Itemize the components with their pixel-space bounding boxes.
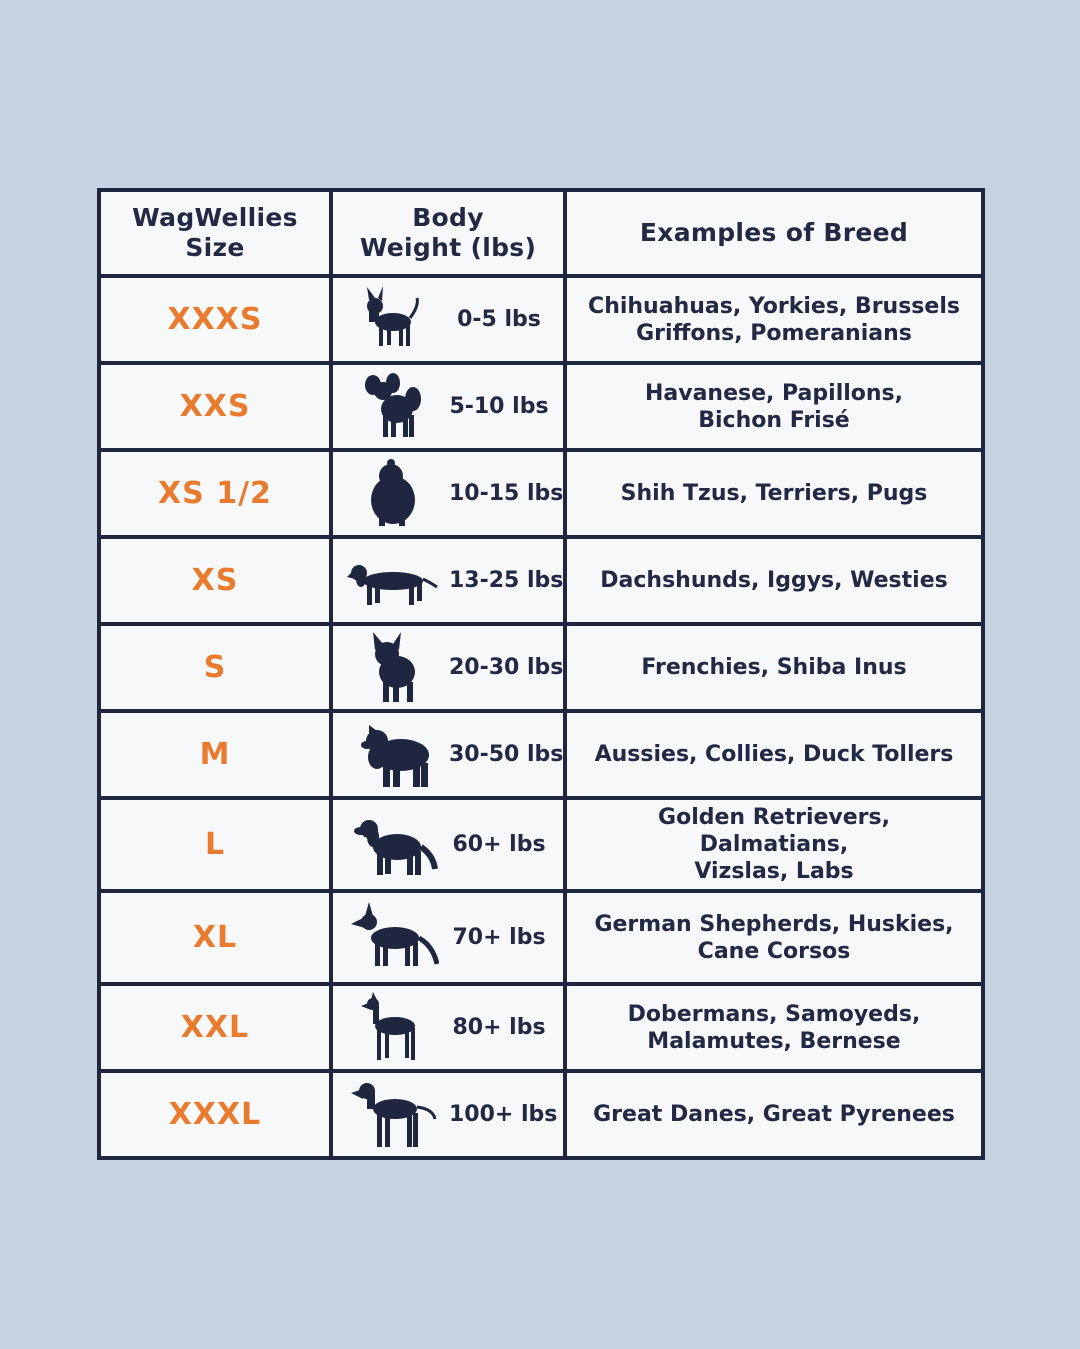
breed-examples: Golden Retrievers, Dalmatians, Vizslas, Labs [567,800,981,893]
shih-tzu-icon [347,458,439,530]
table-header-row [101,192,981,278]
table-row [101,278,981,365]
weight-label: 0-5 lbs [457,307,541,332]
weight-cell [333,1073,567,1156]
weight-label: 70+ lbs [452,925,546,950]
weight-cell [333,800,567,893]
doberman-icon [347,992,439,1064]
size-label: XL [101,893,333,986]
size-label: XXL [101,986,333,1073]
german-shepherd-icon [347,902,439,974]
breed-examples: German Shepherds, Huskies, Cane Corsos [567,893,981,986]
papillon-icon [347,371,439,443]
weight-label: 60+ lbs [452,832,546,857]
table-row [101,986,981,1073]
weight-cell [333,626,567,713]
size-label: S [101,626,333,713]
golden-retriever-icon [347,809,439,881]
breed-examples: Havanese, Papillons, Bichon Frisé [567,365,981,452]
table-row [101,539,981,626]
weight-cell [333,278,567,365]
weight-cell [333,713,567,800]
weight-label: 5-10 lbs [449,394,549,419]
header-breed-examples: Examples of Breed [567,192,981,278]
size-label: XXXL [101,1073,333,1156]
breed-examples: Shih Tzus, Terriers, Pugs [567,452,981,539]
weight-cell [333,365,567,452]
weight-label: 13-25 lbs [449,568,564,593]
breed-examples: Great Danes, Great Pyrenees [567,1073,981,1156]
table-row [101,452,981,539]
size-chart-table [97,188,985,1160]
weight-label: 20-30 lbs [449,655,564,680]
aussie-icon [347,719,439,791]
table-row [101,365,981,452]
table-row [101,626,981,713]
weight-label: 100+ lbs [449,1102,558,1127]
table-row [101,713,981,800]
size-label: XS 1/2 [101,452,333,539]
breed-examples: Chihuahuas, Yorkies, Brussels Griffons, Pomeranians [567,278,981,365]
chihuahua-icon [347,284,439,356]
weight-label: 10-15 lbs [449,481,564,506]
size-label: XXXS [101,278,333,365]
weight-label: 30-50 lbs [449,742,564,767]
weight-cell [333,539,567,626]
breed-examples: Frenchies, Shiba Inus [567,626,981,713]
weight-label: 80+ lbs [452,1015,546,1040]
breed-examples: Dobermans, Samoyeds, Malamutes, Bernese [567,986,981,1073]
size-label: L [101,800,333,893]
size-label: XS [101,539,333,626]
dachshund-icon [347,545,439,617]
breed-examples: Dachshunds, Iggys, Westies [567,539,981,626]
header-size: WagWellies Size [101,192,333,278]
size-label: M [101,713,333,800]
table-row [101,893,981,986]
header-body-weight: Body Weight (lbs) [333,192,567,278]
weight-cell [333,452,567,539]
great-dane-icon [347,1079,439,1151]
size-label: XXS [101,365,333,452]
weight-cell [333,986,567,1073]
table-row [101,800,981,893]
table-row [101,1073,981,1156]
weight-cell [333,893,567,986]
breed-examples: Aussies, Collies, Duck Tollers [567,713,981,800]
french-bulldog-icon [347,632,439,704]
